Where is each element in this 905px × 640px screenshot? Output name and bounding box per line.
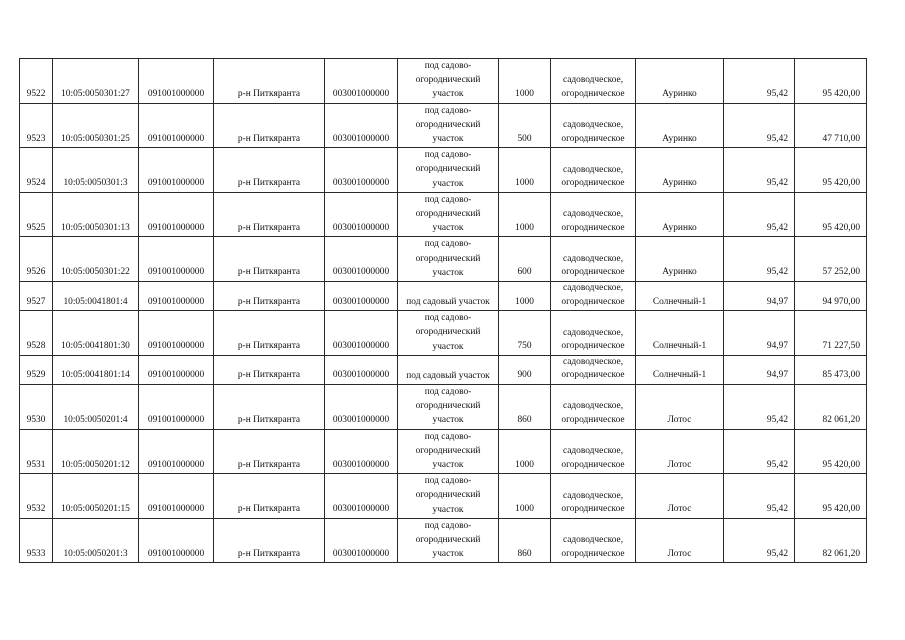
permitted-use-cell-line: под садово- <box>424 194 472 205</box>
permitted-use-cell <box>398 385 499 430</box>
district-cell: р-н Питкяранта <box>214 192 325 237</box>
row-number-cell: 9524 <box>20 148 53 193</box>
okato-cell: 091001000000 <box>139 59 214 104</box>
district-cell: р-н Питкяранта <box>214 311 325 356</box>
permitted-use-cell-line: огороднический <box>415 401 481 412</box>
district-cell: р-н Питкяранта <box>214 148 325 193</box>
row-number-cell: 9526 <box>20 237 53 282</box>
specific-value-cell: 94,97 <box>724 355 795 384</box>
cadastral-number-cell: 10:05:0041801:14 <box>53 355 139 384</box>
land-category-cell-line: огородническое <box>561 89 625 100</box>
land-category-cell-line: садоводческое, <box>562 75 624 86</box>
cadastral-value-cell: 85 473,00 <box>795 355 867 384</box>
specific-value-cell: 95,42 <box>724 518 795 563</box>
oktmo-cell: 003001000000 <box>325 385 398 430</box>
permitted-use-cell <box>398 429 499 474</box>
land-category-cell <box>551 385 636 430</box>
permitted-use-cell-line: под садово- <box>424 61 472 71</box>
permitted-use-cell <box>398 311 499 356</box>
land-category-cell-line: садоводческое, <box>562 209 624 220</box>
area-cell: 860 <box>499 518 551 563</box>
land-category-cell <box>551 237 636 282</box>
land-category-cell-line: садоводческое, <box>562 356 624 367</box>
district-cell: р-н Питкяранта <box>214 59 325 104</box>
okato-cell: 091001000000 <box>139 237 214 282</box>
cadastral-number-cell: 10:05:0050301:13 <box>53 192 139 237</box>
land-category-cell-line: садоводческое, <box>562 535 624 546</box>
table-row <box>20 355 867 384</box>
area-cell: 500 <box>499 103 551 148</box>
society-name-cell: Ауринко <box>636 192 724 237</box>
table-row <box>20 429 867 474</box>
okato-cell: 091001000000 <box>139 474 214 519</box>
area-cell: 1000 <box>499 59 551 104</box>
society-name-cell: Ауринко <box>636 59 724 104</box>
oktmo-cell: 003001000000 <box>325 59 398 104</box>
society-name-cell: Ауринко <box>636 103 724 148</box>
cadastral-value-cell: 47 710,00 <box>795 103 867 148</box>
cadastral-value-cell: 82 061,20 <box>795 518 867 563</box>
permitted-use-cell-line: под садово- <box>424 313 472 324</box>
row-number-cell: 9523 <box>20 103 53 148</box>
permitted-use-cell-line: участок <box>432 178 464 189</box>
permitted-use-cell-line: под садовый участок <box>406 297 490 308</box>
land-category-cell-line: садоводческое, <box>562 446 624 457</box>
permitted-use-cell-line: участок <box>432 504 464 515</box>
cadastral-value-cell: 95 420,00 <box>795 59 867 104</box>
land-category-cell-line: огородническое <box>561 133 625 144</box>
area-cell: 1000 <box>499 282 551 311</box>
oktmo-cell: 003001000000 <box>325 237 398 282</box>
specific-value-cell: 95,42 <box>724 385 795 430</box>
permitted-use-cell-line: под садово- <box>424 431 472 442</box>
cadastral-number-cell: 10:05:0050301:25 <box>53 103 139 148</box>
permitted-use-cell <box>398 59 499 104</box>
land-category-cell-line: огородническое <box>561 296 625 307</box>
permitted-use-cell <box>398 103 499 148</box>
oktmo-cell: 003001000000 <box>325 148 398 193</box>
oktmo-cell: 003001000000 <box>325 518 398 563</box>
row-number-cell: 9527 <box>20 282 53 311</box>
permitted-use-cell <box>398 148 499 193</box>
permitted-use-cell-line: под садово- <box>424 387 472 398</box>
cadastral-value-cell: 57 252,00 <box>795 237 867 282</box>
land-category-cell <box>551 474 636 519</box>
land-category-cell-line: огородническое <box>561 267 625 278</box>
permitted-use-cell <box>398 192 499 237</box>
table-row <box>20 282 867 311</box>
permitted-use-cell <box>398 474 499 519</box>
area-cell: 1000 <box>499 474 551 519</box>
table-row <box>20 148 867 193</box>
land-category-cell <box>551 518 636 563</box>
cadastral-value-cell: 95 420,00 <box>795 192 867 237</box>
district-cell: р-н Питкяранта <box>214 474 325 519</box>
area-cell: 600 <box>499 237 551 282</box>
cadastral-number-cell: 10:05:0050201:4 <box>53 385 139 430</box>
specific-value-cell: 94,97 <box>724 311 795 356</box>
district-cell: р-н Питкяранта <box>214 355 325 384</box>
cadastral-value-cell: 71 227,50 <box>795 311 867 356</box>
land-category-cell-line: огородническое <box>561 370 625 381</box>
cadastral-value-cell: 95 420,00 <box>795 429 867 474</box>
permitted-use-cell-line: под садово- <box>424 239 472 250</box>
permitted-use-cell-line: участок <box>432 267 464 278</box>
permitted-use-cell-line: участок <box>432 341 464 352</box>
land-category-cell-line: огородническое <box>561 548 625 559</box>
permitted-use-cell-line: участок <box>432 89 464 100</box>
cadastral-number-cell: 10:05:0050301:3 <box>53 148 139 193</box>
oktmo-cell: 003001000000 <box>325 103 398 148</box>
society-name-cell: Лотос <box>636 474 724 519</box>
permitted-use-cell <box>398 237 499 282</box>
cadastral-value-cell: 95 420,00 <box>795 148 867 193</box>
land-category-cell-line: садоводческое, <box>562 253 624 264</box>
society-name-cell: Ауринко <box>636 148 724 193</box>
permitted-use-cell-line: под садово- <box>424 105 472 116</box>
okato-cell: 091001000000 <box>139 192 214 237</box>
permitted-use-cell-line: огороднический <box>415 253 481 264</box>
cadastral-number-cell: 10:05:0050301:27 <box>53 59 139 104</box>
land-category-cell <box>551 59 636 104</box>
specific-value-cell: 95,42 <box>724 474 795 519</box>
permitted-use-cell <box>398 282 499 311</box>
land-category-cell <box>551 355 636 384</box>
okato-cell: 091001000000 <box>139 282 214 311</box>
cadastral-number-cell: 10:05:0041801:4 <box>53 282 139 311</box>
permitted-use-cell-line: участок <box>432 460 464 471</box>
cadastral-number-cell: 10:05:0050201:15 <box>53 474 139 519</box>
cadastral-number-cell: 10:05:0050301:22 <box>53 237 139 282</box>
permitted-use-cell-line: под садово- <box>424 150 472 161</box>
society-name-cell: Лотос <box>636 385 724 430</box>
specific-value-cell: 94,97 <box>724 282 795 311</box>
cadastral-value-cell: 94 970,00 <box>795 282 867 311</box>
district-cell: р-н Питкяранта <box>214 103 325 148</box>
permitted-use-cell-line: участок <box>432 549 464 560</box>
specific-value-cell: 95,42 <box>724 192 795 237</box>
oktmo-cell: 003001000000 <box>325 282 398 311</box>
row-number-cell: 9530 <box>20 385 53 430</box>
table-row <box>20 311 867 356</box>
okato-cell: 091001000000 <box>139 429 214 474</box>
land-category-cell-line: огородническое <box>561 341 625 352</box>
oktmo-cell: 003001000000 <box>325 355 398 384</box>
society-name-cell: Лотос <box>636 429 724 474</box>
specific-value-cell: 95,42 <box>724 429 795 474</box>
permitted-use-cell-line: под садовый участок <box>406 370 490 381</box>
table-row <box>20 192 867 237</box>
okato-cell: 091001000000 <box>139 311 214 356</box>
area-cell: 860 <box>499 385 551 430</box>
cadastral-number-cell: 10:05:0050201:3 <box>53 518 139 563</box>
oktmo-cell: 003001000000 <box>325 474 398 519</box>
permitted-use-cell-line: огороднический <box>415 209 481 220</box>
table-row <box>20 103 867 148</box>
area-cell: 750 <box>499 311 551 356</box>
district-cell: р-н Питкяранта <box>214 429 325 474</box>
land-category-cell-line: садоводческое, <box>562 401 624 412</box>
area-cell: 1000 <box>499 429 551 474</box>
table-body <box>20 59 867 563</box>
society-name-cell: Лотос <box>636 518 724 563</box>
land-category-cell <box>551 282 636 311</box>
permitted-use-cell <box>398 355 499 384</box>
permitted-use-cell-line: огороднический <box>415 75 481 86</box>
land-category-cell <box>551 311 636 356</box>
okato-cell: 091001000000 <box>139 518 214 563</box>
land-category-cell-line: садоводческое, <box>562 120 624 131</box>
permitted-use-cell-line: огороднический <box>415 535 481 546</box>
land-category-cell <box>551 429 636 474</box>
land-category-cell-line: садоводческое, <box>562 283 624 294</box>
table-row <box>20 518 867 563</box>
permitted-use-cell-line: огороднический <box>415 327 481 338</box>
table-row <box>20 474 867 519</box>
row-number-cell: 9525 <box>20 192 53 237</box>
row-number-cell: 9529 <box>20 355 53 384</box>
area-cell: 1000 <box>499 148 551 193</box>
okato-cell: 091001000000 <box>139 355 214 384</box>
land-category-cell-line: огородническое <box>561 459 625 470</box>
permitted-use-cell-line: огороднический <box>415 164 481 175</box>
land-category-cell-line: огородническое <box>561 415 625 426</box>
district-cell: р-н Питкяранта <box>214 237 325 282</box>
society-name-cell: Солнечный-1 <box>636 311 724 356</box>
area-cell: 900 <box>499 355 551 384</box>
society-name-cell: Солнечный-1 <box>636 355 724 384</box>
land-category-cell-line: садоводческое, <box>562 490 624 501</box>
row-number-cell: 9528 <box>20 311 53 356</box>
district-cell: р-н Питкяранта <box>214 518 325 563</box>
district-cell: р-н Питкяранта <box>214 282 325 311</box>
permitted-use-cell <box>398 518 499 563</box>
permitted-use-cell-line: участок <box>432 223 464 234</box>
permitted-use-cell-line: огороднический <box>415 490 481 501</box>
specific-value-cell: 95,42 <box>724 148 795 193</box>
oktmo-cell: 003001000000 <box>325 192 398 237</box>
specific-value-cell: 95,42 <box>724 59 795 104</box>
oktmo-cell: 003001000000 <box>325 311 398 356</box>
area-cell: 1000 <box>499 192 551 237</box>
permitted-use-cell-line: под садово- <box>424 476 472 487</box>
land-category-cell-line: огородническое <box>561 222 625 233</box>
row-number-cell: 9533 <box>20 518 53 563</box>
cadastral-number-cell: 10:05:0041801:30 <box>53 311 139 356</box>
district-cell: р-н Питкяранта <box>214 385 325 430</box>
cadastral-value-cell: 95 420,00 <box>795 474 867 519</box>
oktmo-cell: 003001000000 <box>325 429 398 474</box>
land-category-cell <box>551 192 636 237</box>
land-plots-table <box>19 58 867 563</box>
row-number-cell: 9522 <box>20 59 53 104</box>
okato-cell: 091001000000 <box>139 148 214 193</box>
table-row <box>20 237 867 282</box>
land-category-cell-line: огородническое <box>561 178 625 189</box>
cadastral-number-cell: 10:05:0050201:12 <box>53 429 139 474</box>
land-category-cell <box>551 103 636 148</box>
permitted-use-cell-line: участок <box>432 134 464 145</box>
permitted-use-cell-line: огороднический <box>415 445 481 456</box>
permitted-use-cell-line: участок <box>432 415 464 426</box>
society-name-cell: Ауринко <box>636 237 724 282</box>
row-number-cell: 9531 <box>20 429 53 474</box>
society-name-cell: Солнечный-1 <box>636 282 724 311</box>
land-category-cell <box>551 148 636 193</box>
permitted-use-cell-line: огороднический <box>415 119 481 130</box>
specific-value-cell: 95,42 <box>724 237 795 282</box>
land-category-cell-line: садоводческое, <box>562 327 624 338</box>
cadastral-value-cell: 82 061,20 <box>795 385 867 430</box>
specific-value-cell: 95,42 <box>724 103 795 148</box>
row-number-cell: 9532 <box>20 474 53 519</box>
table-row <box>20 385 867 430</box>
okato-cell: 091001000000 <box>139 385 214 430</box>
okato-cell: 091001000000 <box>139 103 214 148</box>
land-category-cell-line: садоводческое, <box>562 164 624 175</box>
permitted-use-cell-line: под садово- <box>424 520 472 531</box>
land-category-cell-line: огородническое <box>561 504 625 515</box>
table-row <box>20 59 867 104</box>
